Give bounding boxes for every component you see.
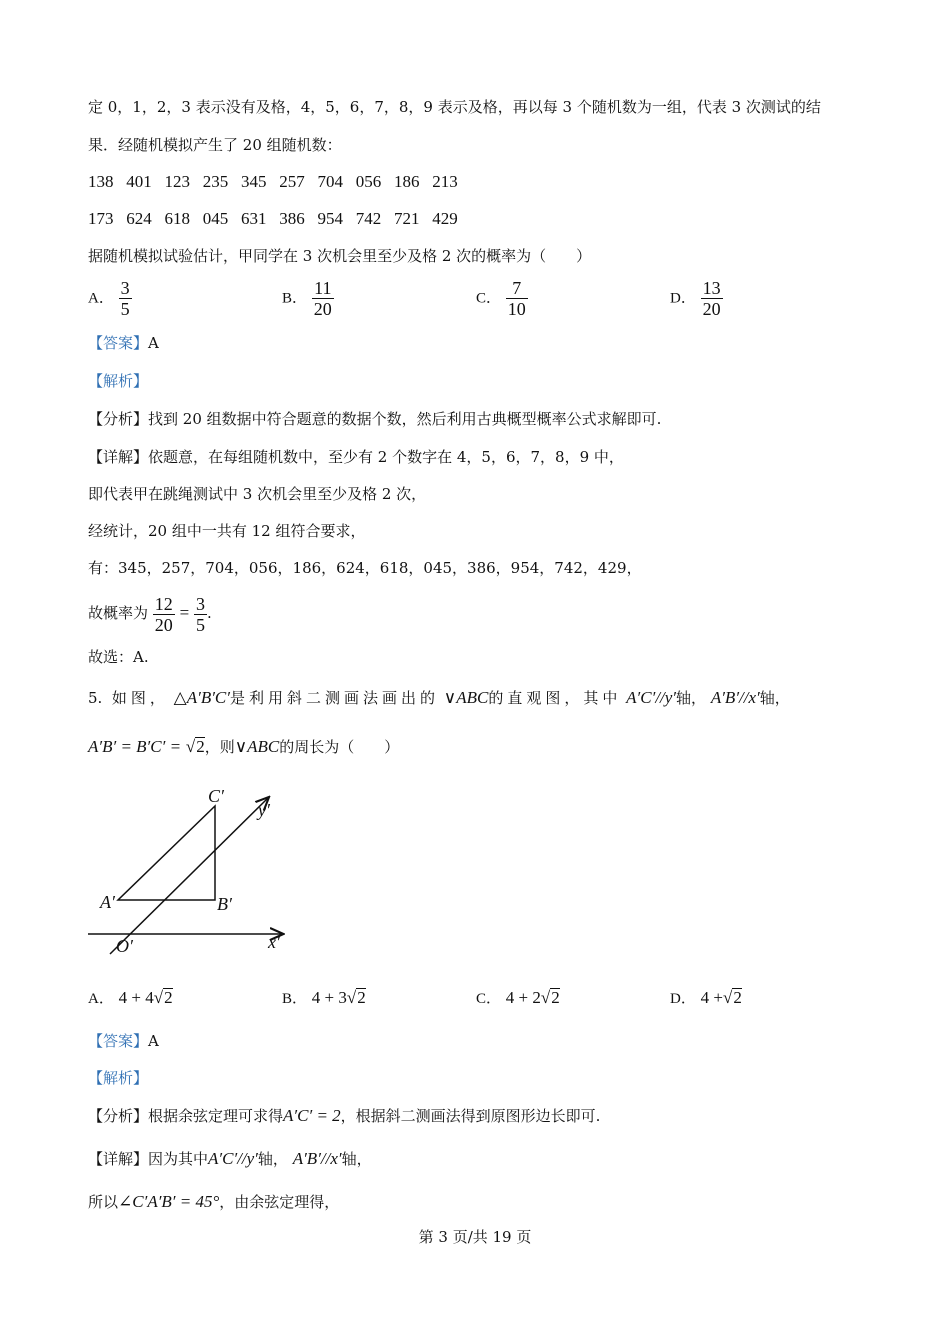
q4-question: 据随机模拟试验估计，甲同学在 3 次机会里至少及格 2 次的概率为（ ） xyxy=(88,247,592,265)
q5-figure xyxy=(82,782,302,962)
q5-stem-line2: A′B′ = B′C′ = √2，则∨ABC的周长为（ ） xyxy=(88,737,400,756)
q4-xiangjie-4: 有：345，257，704，056，186，624，618，045，386，954，742，429， xyxy=(88,559,642,577)
q4-intro-line2: 果．经随机模拟产生了 20 组随机数： xyxy=(88,136,342,154)
q4-xiangjie-3: 经统计，20 组中一共有 12 组符合要求， xyxy=(88,522,366,540)
label-y: y′ xyxy=(258,800,270,820)
label-b: B′ xyxy=(217,894,232,914)
q5-stem-line1: 5. 如图， △A′B′C′是利用斜二测画法画出的 ∨ABC的直观图，其中 A′C′//y′轴， A′B′//x′轴， xyxy=(88,688,790,707)
label-c: C′ xyxy=(208,786,224,806)
q4-random-row1: 138 401 123 235 345 257 704 056 186 213 xyxy=(88,172,458,191)
answer-tag: 【答案】 xyxy=(88,1032,149,1050)
q4-random-row2: 173 624 618 045 631 386 954 742 721 429 xyxy=(88,209,458,228)
q5-fenxi: 【分析】根据余弦定理可求得A′C′ = 2，根据斜二测画法得到原图形边长即可. xyxy=(88,1106,601,1125)
q4-answer xyxy=(88,333,159,353)
q5-option-c: C． 4 + 2√2 xyxy=(476,988,560,1007)
q5-option-a: A． 4 + 4√2 xyxy=(88,988,173,1007)
q5-option-b: B． 4 + 3√2 xyxy=(282,988,366,1007)
q5-option-d: D． 4 +√2 xyxy=(670,988,742,1007)
q4-xiangjie-2: 即代表甲在跳绳测试中 3 次机会里至少及格 2 次， xyxy=(88,485,427,503)
q4-option-a: A． $\frac{3}{5}$ xyxy=(88,278,130,319)
label-x: x′ xyxy=(268,932,280,952)
q4-analysis-tag: 【解析】 xyxy=(88,372,149,390)
q4-option-b: B． $\frac{11}{20}$ xyxy=(282,278,332,319)
triangle-abc-prime xyxy=(118,806,215,900)
label-o: O′ xyxy=(116,936,133,956)
q4-intro-line1: 定 0，1，2，3 表示没有及格，4，5，6，7，8，9 表示及格，再以每 3 个随机数为一组，代表 3 次测试的结 xyxy=(88,98,821,116)
y-axis xyxy=(110,798,268,954)
q4-conclusion: 故选：A. xyxy=(88,648,149,666)
answer-tag: 【答案】 xyxy=(88,334,149,352)
q5-analysis-tag: 【解析】 xyxy=(88,1069,149,1087)
q4-xiangjie-1: 【详解】依题意，在每组随机数中，至少有 2 个数字在 4，5，6，7，8，9 中， xyxy=(88,448,624,466)
q5-xiangjie-2: 所以∠C′A′B′ = 45°，由余弦定理得， xyxy=(88,1192,340,1211)
page-footer: 第 3 页/共 19 页 xyxy=(418,1228,532,1246)
answer-value: A xyxy=(148,334,159,352)
q4-fenxi: 【分析】找到 20 组数据中符合题意的数据个数，然后利用古典概型概率公式求解即可. xyxy=(88,410,662,428)
q4-option-d: D． $\frac{13}{20}$ xyxy=(670,278,721,319)
q4-option-c: C． $\frac{7}{10}$ xyxy=(476,278,526,319)
q5-xiangjie-1: 【详解】因为其中A′C′//y′轴， A′B′//x′轴， xyxy=(88,1149,372,1168)
answer-value: A xyxy=(148,1032,159,1050)
q4-probability: 故概率为 $\frac{12}{20}$ = $\frac{3}{5}$ . xyxy=(88,593,212,635)
q5-answer xyxy=(88,1031,159,1051)
label-a: A′ xyxy=(100,892,115,912)
